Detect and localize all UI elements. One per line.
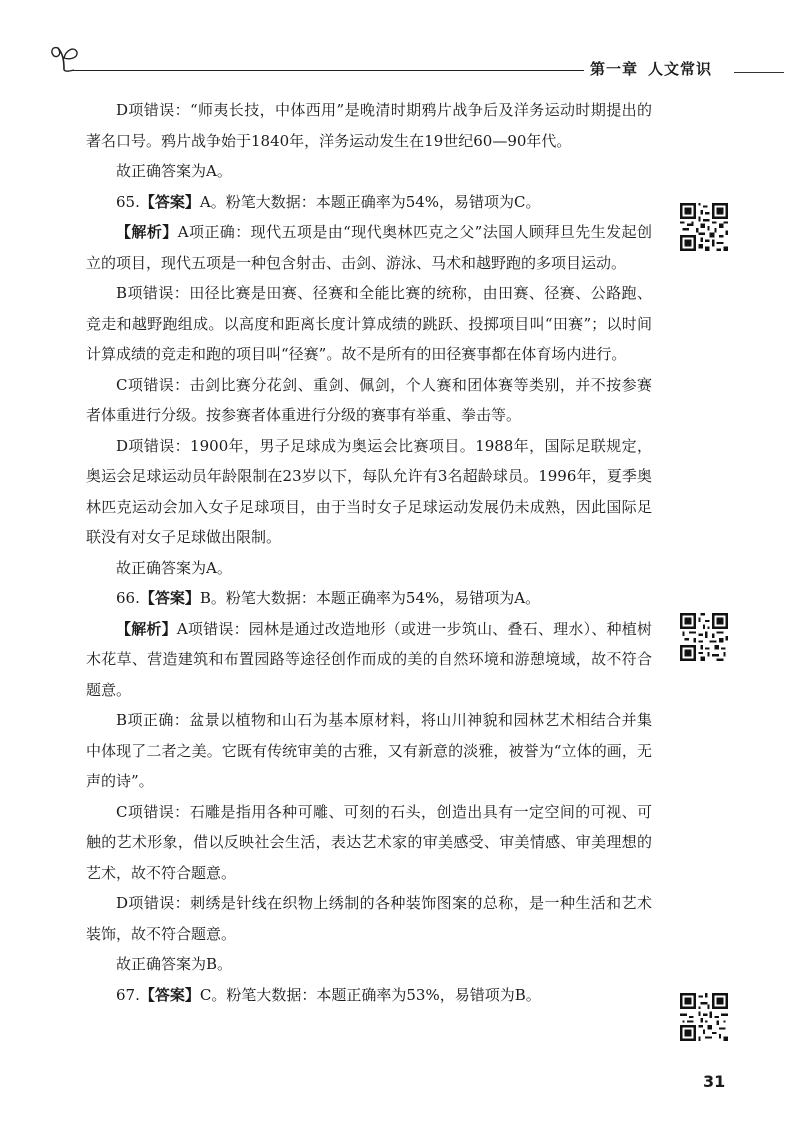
paragraph: C项错误：石雕是指用各种可雕、可刻的石头，创造出具有一定空间的可视、可触的艺术形象，借以反映社会生活，表达艺术家的审美感受、审美情感、审美理想的艺术，故不符合题意。 [86,802,652,882]
answer-text: B。粉笔大数据：本题正确率为54%，易错项为A。 [199,589,541,607]
analysis-tag: 【解析】 [116,223,178,241]
analysis-text: A项错误：园林是通过改造地形（或进一步筑山、叠石、理水）、种植树木花草、营造建筑和布置园路等途径创作而成的美的自然环境和游憩境域，故不符合题意。 [86,619,652,699]
paragraph: 故正确答案为B。 [116,955,233,973]
header-rule-end [734,72,784,73]
question-66-answer [86,583,652,614]
header-rule [72,70,584,71]
question-65-answer [86,187,652,218]
qr-code-icon[interactable] [680,613,728,661]
chapter-title [590,58,712,79]
question-number: 67. [116,985,140,1004]
answer-tag: 【答案】 [139,192,200,211]
question-67-answer [86,980,652,1011]
paragraph: C项错误：击剑比赛分花剑、重剑、佩剑，个人赛和团体赛等类别，并不按参赛者体重进行分级。按参赛者体重进行分级的赛事有举重、拳击等。 [86,375,652,424]
paragraph: D项错误：“师夷长技，中体西用”是晚清时期鸦片战争后及洋务运动时期提出的著名口号。鸦片战争始于1840年，洋务运动发生在19世纪60—90年代。 [86,101,652,150]
leaf-icon [48,40,80,74]
paragraph: B项正确：盆景以植物和山石为基本原材料，将山川神貌和园林艺术相结合并集中体现了二者之美。它既有传统审美的古雅，又有新意的淡雅，被誉为“立体的画，无声的诗”。 [86,711,652,790]
paragraph: D项错误：1900年，男子足球成为奥运会比赛项目。1988年，国际足联规定，奥运会足球运动员年龄限制在23岁以下，每队允许有3名超龄球员。1996年，夏季奥林匹克运动会加入女子足球项目，由于当时女子足球运动发展仍未成熟，因此国际足联没有对女子足球做出限制。 [86,436,652,546]
analysis-text: A项正确：现代五项是由“现代奥林匹克之父”法国人顾拜旦先生发起创立的项目，现代五项是一种包含射击、击剑、游泳、马术和越野跑的多项目运动。 [86,223,652,272]
question-number: 66. [116,589,140,607]
answer-text: A。粉笔大数据：本题正确率为54%，易错项为C。 [199,192,541,211]
question-66-analysis [86,614,652,706]
page-header [0,0,800,90]
qr-code-icon[interactable] [680,203,728,251]
question-65-analysis [86,217,652,278]
analysis-tag: 【解析】 [116,619,177,638]
paragraph: 故正确答案为A。 [116,162,232,180]
paragraph: D项错误：刺绣是针线在织物上绣制的各种装饰图案的总称，是一种生活和艺术装饰，故不符合题意。 [86,894,652,943]
question-number: 65. [116,192,140,211]
answer-tag: 【答案】 [139,589,200,607]
paragraph: 故正确答案为A。 [116,558,232,577]
chapter-label: 第一章 [590,60,639,78]
page-body [86,95,652,1010]
answer-text: C。粉笔大数据：本题正确率为53%，易错项为B。 [199,985,541,1004]
qr-code-icon[interactable] [680,993,728,1041]
paragraph: B项错误：田径比赛是田赛、径赛和全能比赛的统称，由田赛、径赛、公路跑、竞走和越野跑组成。以高度和距离长度计算成绩的跳跃、投掷项目叫“田赛”；以时间计算成绩的竞走和跑的项目叫“径赛”。故不是所有的田径赛事都在体育场内进行。 [86,284,652,363]
section-label: 人文常识 [648,60,713,78]
answer-tag: 【答案】 [139,985,200,1004]
page-number: 31 [703,1072,726,1091]
